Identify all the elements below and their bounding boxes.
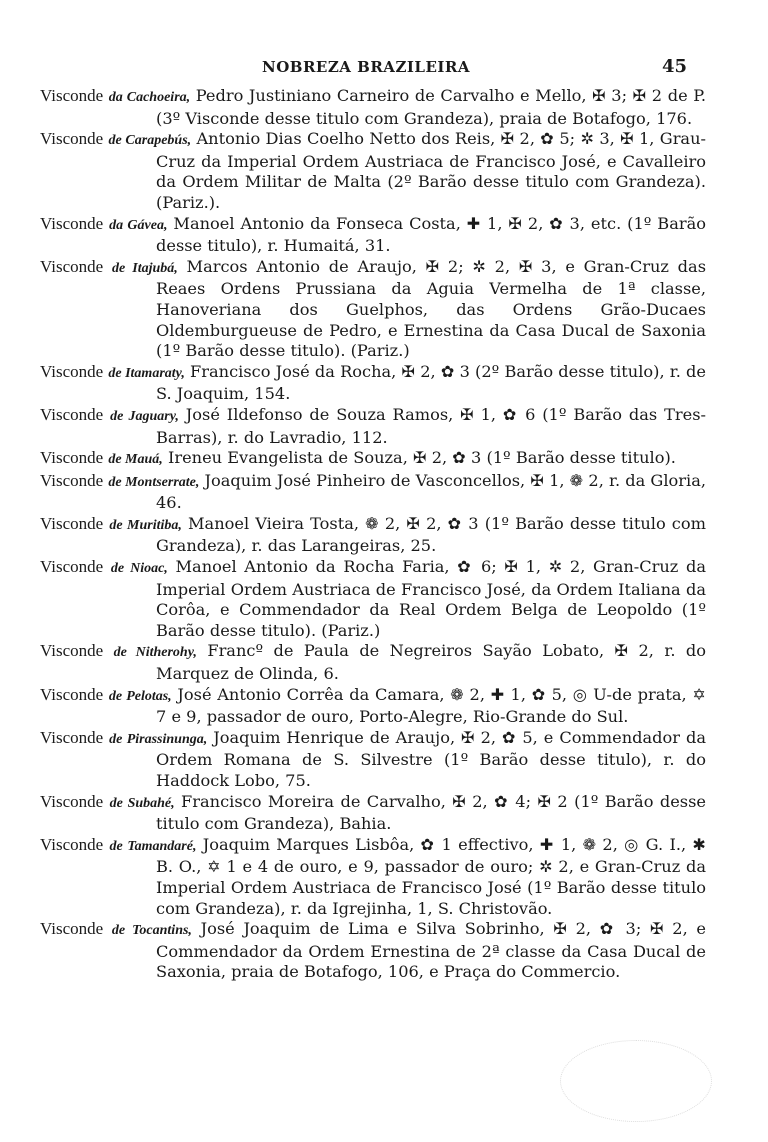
entry-itajuba — [40, 257, 706, 362]
page-header — [0, 58, 768, 82]
entry-text: Francisco José da Rocha, ✠ 2, ✿ 3 (2º Barão desse titulo), r. de S. Joaquim, 154. — [156, 361, 706, 404]
page-number: 45 — [662, 56, 688, 77]
entry-text: Joaquim José Pinheiro de Vasconcellos, ✠ 1, ❁ 2, r. da Gloria, 46. — [156, 470, 707, 513]
entry-title: de Nioac, — [110, 561, 168, 577]
entry-title: de Muritiba, — [109, 517, 182, 533]
entry-text: José Ildefonso de Souza Ramos, ✠ 1, ✿ 6 (1º Barão das Tres-Barras), r. do Lavradio, 112. — [156, 404, 706, 447]
entry-carapebus — [40, 129, 706, 213]
entry-title: de Pelotas, — [108, 688, 172, 704]
entry-pelotas — [40, 685, 706, 728]
entry-keyword: Visconde — [40, 513, 104, 533]
entry-jaguary — [40, 405, 706, 448]
entry-text: Marcos Antonio de Araujo, ✠ 2; ✲ 2, ✠ 3, e Gran-Cruz das Reaes Ordens Prussiana da Aguia Vermelha de 1ª classe, Hanoveriana dos Guelphos, das Ordens Grão-Ducaes Oldemburgueuse de Pedro, e Ernestina da Casa Ducal de Saxonia (1º Barão desse titulo). (Pariz.) — [156, 256, 707, 361]
entry-title: de Tocantins, — [111, 923, 192, 939]
entry-text: José Antonio Corrêa da Camara, ❁ 2, ✚ 1, ✿ 5, ◎ U-de prata, ✡ 7 e 9, passador de ouro, Porto-Alegre, Rio-Grande do Sul. — [156, 684, 706, 727]
entry-keyword: Visconde — [40, 448, 104, 468]
entry-title: de Montserrate, — [108, 474, 200, 490]
entry-text: Pedro Justiniano Carneiro de Carvalho e Mello, ✠ 3; ✠ 2 de P. (3º Visconde desse titulo com Grandeza), praia de Botafogo, 176. — [156, 86, 706, 128]
entry-keyword: Visconde — [40, 86, 104, 105]
entry-keyword: Visconde — [40, 470, 104, 490]
entry-text: Ireneu Evangelista de Souza, ✠ 2, ✿ 3 (1º Barão desse titulo). — [162, 448, 676, 468]
entry-text: Joaquim Marques Lisbôa, ✿ 1 effectivo, ✚ 1, ❁ 2, ◎ G. I., ✱ B. O., ✡ 1 e 4 de ouro, e 9, passador de ouro; ✲ 2, e Gran-Cruz da Imperial Ordem Austriaca de Francisco José (1º Barão desse titulo com Grandeza), r. da Igrejinha, 1, S. Christovão. — [156, 834, 706, 918]
ink-smudge — [560, 1040, 712, 1122]
entry-itamaraty — [40, 362, 706, 405]
entry-tamandare — [40, 835, 706, 919]
entry-text: Joaquim Henrique de Araujo, ✠ 2, ✿ 5, e Commendador da Ordem Romana de S. Silvestre (1º Barão desse titulo), r. do Haddock Lobo, 75. — [156, 727, 706, 790]
entry-muritiba — [40, 514, 706, 557]
entry-title: de Nitherohy, — [113, 645, 197, 661]
entry-title: de Tamandaré, — [109, 838, 197, 854]
entry-text: Manoel Vieira Tosta, ❁ 2, ✠ 2, ✿ 3 (1º Barão desse titulo com Grandeza), r. das Larangeiras, 25. — [156, 513, 706, 556]
entry-maua — [40, 448, 706, 471]
entry-text: Manoel Antonio da Rocha Faria, ✿ 6; ✠ 1, ✲ 2, Gran-Cruz da Imperial Ordem Austriaca de Francisco José, da Ordem Italiana da Corôa, e Commendador da Real Ordem Belga de Leopoldo (1º Barão desse titulo). (Pariz.) — [156, 557, 706, 640]
entry-nioac — [40, 557, 706, 641]
entry-cachoeira — [40, 86, 706, 129]
entry-keyword: Visconde — [40, 919, 104, 939]
entry-title: de Mauá, — [108, 452, 163, 468]
entry-keyword: Visconde — [40, 361, 104, 381]
running-title: NOBREZA BRAZILEIRA — [262, 58, 471, 76]
entry-montserrate — [40, 471, 706, 514]
entry-title: de Itamaraty, — [108, 365, 185, 381]
entry-text: Manoel Antonio da Fonseca Costa, ✚ 1, ✠ 2, ✿ 3, etc. (1º Barão desse titulo), r. Humaitá, 31. — [156, 213, 706, 256]
entry-title: da Cachoeira, — [108, 90, 191, 105]
entry-keyword: Visconde — [40, 791, 104, 811]
entry-title: de Pirassinunga, — [109, 731, 208, 747]
entry-pirassinunga — [40, 728, 706, 792]
entry-title: da Gávea, — [109, 217, 168, 233]
entry-title: de Itajubá, — [111, 260, 178, 276]
entry-keyword: Visconde — [40, 641, 104, 661]
entry-list — [40, 86, 706, 983]
entry-gavea — [40, 214, 706, 257]
entry-text: Francº de Paula de Negreiros Sayão Lobato, ✠ 2, r. do Marquez de Olinda, 6. — [156, 641, 706, 684]
entry-keyword: Visconde — [40, 834, 104, 854]
entry-title: de Subahé, — [109, 795, 175, 811]
entry-keyword: Visconde — [40, 129, 104, 149]
entry-title: de Carapebús, — [108, 133, 192, 149]
entry-text: Francisco Moreira de Carvalho, ✠ 2, ✿ 4; ✠ 2 (1º Barão desse titulo com Grandeza), Bahia. — [156, 791, 706, 834]
entry-tocantins — [40, 919, 706, 983]
entry-keyword: Visconde — [40, 404, 104, 424]
entry-subahe — [40, 792, 706, 835]
entry-keyword: Visconde — [40, 727, 104, 747]
entry-keyword: Visconde — [40, 213, 104, 233]
entry-text: José Joaquim de Lima e Silva Sobrinho, ✠ 2, ✿ 3; ✠ 2, e Commendador da Ordem Ernestina de 2ª classe da Casa Ducal de Saxonia, praia de Botafogo, 106, e Praça do Commercio. — [156, 919, 706, 982]
entry-text: Antonio Dias Coelho Netto dos Reis, ✠ 2, ✿ 5; ✲ 3, ✠ 1, Grau-Cruz da Imperial Ordem Austriaca de Francisco José, e Cavalleiro da Ordem Militar de Malta (2º Barão desse titulo com Grandeza). (Pariz.). — [156, 129, 706, 212]
entry-keyword: Visconde — [40, 256, 104, 276]
entry-keyword: Visconde — [40, 684, 104, 704]
entry-nitherohy — [40, 641, 706, 684]
entry-title: de Jaguary, — [110, 408, 179, 424]
entry-keyword: Visconde — [40, 557, 104, 577]
